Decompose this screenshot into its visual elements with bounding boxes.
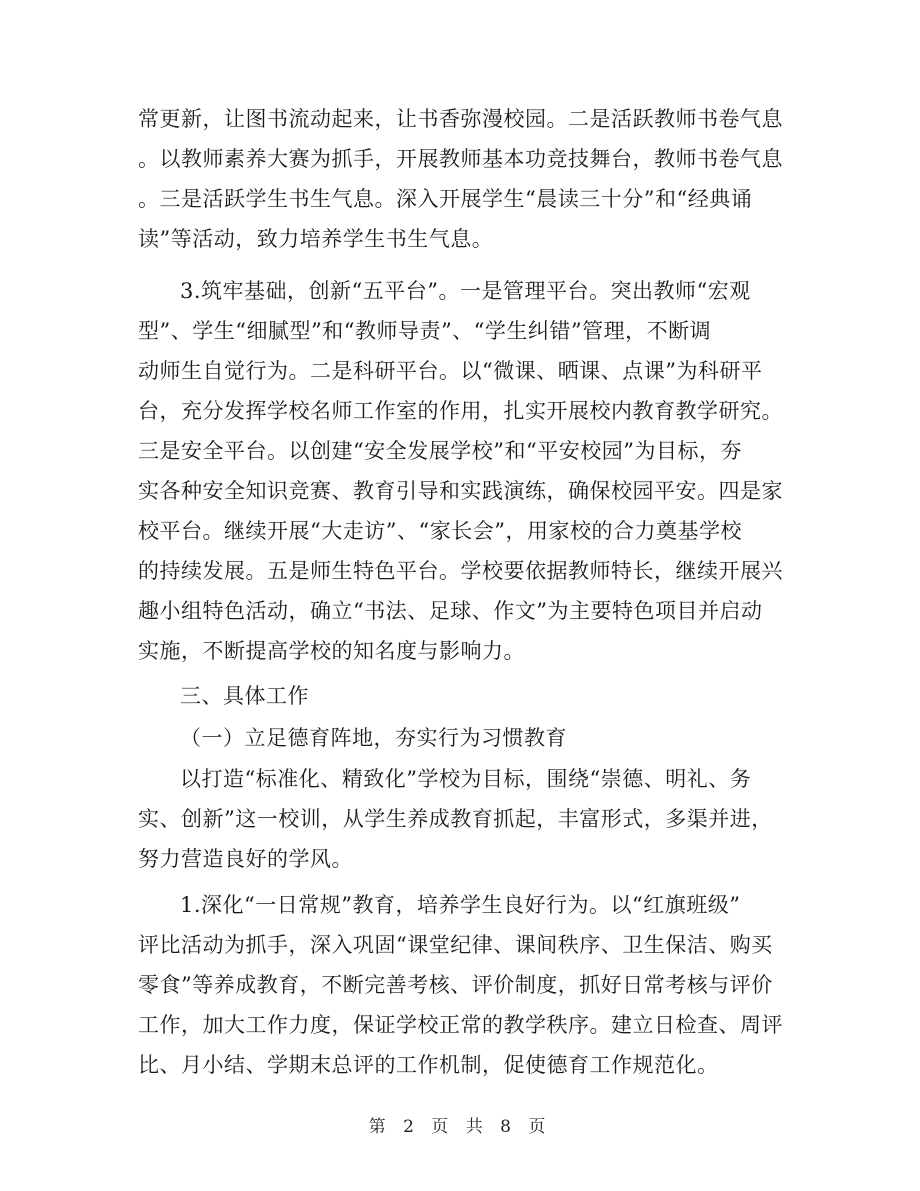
body-text-line: 动师生自觉行为。二是科研平台。以“微课、晒课、点课”为科研平 (138, 359, 763, 383)
body-text-line: 努力营造良好的学风。 (138, 847, 353, 871)
body-text-line: 评比活动为抓手，深入巩固“课堂纪律、课间秩序、卫生保洁、购买 (138, 933, 773, 957)
body-text-line: 。三是活跃学生书生气息。深入开展学生“晨读三十分”和“经典诵 (138, 187, 753, 211)
body-text-line: 读”等活动，致力培养学生书生气息。 (138, 227, 494, 251)
body-text-line: 零食”等养成教育，不断完善考核、评价制度，抓好日常考核与评价 (138, 973, 773, 997)
body-text-line: 实各种安全知识竞赛、教育引导和实践演练，确保校园平安。四是家 (138, 479, 783, 503)
body-text-line: 1.深化“一日常规”教育，培养学生良好行为。以“红旗班级” (180, 893, 741, 917)
body-text-line: 的持续发展。五是师生特色平台。学校要依据教师特长，继续开展兴 (138, 559, 783, 583)
body-text-line: 实施，不断提高学校的知名度与影响力。 (138, 639, 525, 663)
body-text-line: 常更新，让图书流动起来，让书香弥漫校园。二是活跃教师书卷气息 (138, 107, 783, 131)
body-text-line: 3.筑牢基础，创新“五平台”。一是管理平台。突出教师“宏观 (180, 279, 751, 303)
body-text-line: 趣小组特色活动，确立“书法、足球、作文”为主要特色项目并启动 (138, 599, 763, 623)
section-heading: 三、具体工作 (180, 684, 309, 708)
body-text-line: 以打造“标准化、精致化”学校为目标，围绕“崇德、明礼、务 (180, 767, 752, 791)
body-text-line: 实、创新”这一校训，从学生养成教育抓起，丰富形式，多渠并进， (138, 807, 773, 831)
body-text-line: 台，充分发挥学校名师工作室的作用，扎实开展校内教育教学研究。 (138, 399, 783, 423)
body-text-line: 比、月小结、学期末总评的工作机制，促使德育工作规范化。 (138, 1053, 719, 1077)
subsection-heading: （一）立足德育阵地，夯实行为习惯教育 (180, 726, 567, 750)
body-text-line: 工作，加大工作力度，保证学校正常的教学秩序。建立日检查、周评 (138, 1013, 783, 1037)
body-text-line: 校平台。继续开展“大走访”、“家长会”，用家校的合力奠基学校 (138, 519, 742, 543)
page-number-footer: 第 2 页 共 8 页 (368, 1117, 552, 1137)
body-text-line: 三是安全平台。以创建“安全发展学校”和“平安校园”为目标，夯 (138, 439, 742, 463)
body-text-line: 。以教师素养大赛为抓手，开展教师基本功竞技舞台，教师书卷气息 (138, 147, 783, 171)
body-text-line: 型”、学生“细腻型”和“教师导责”、“学生纠错”管理，不断调 (138, 319, 712, 343)
